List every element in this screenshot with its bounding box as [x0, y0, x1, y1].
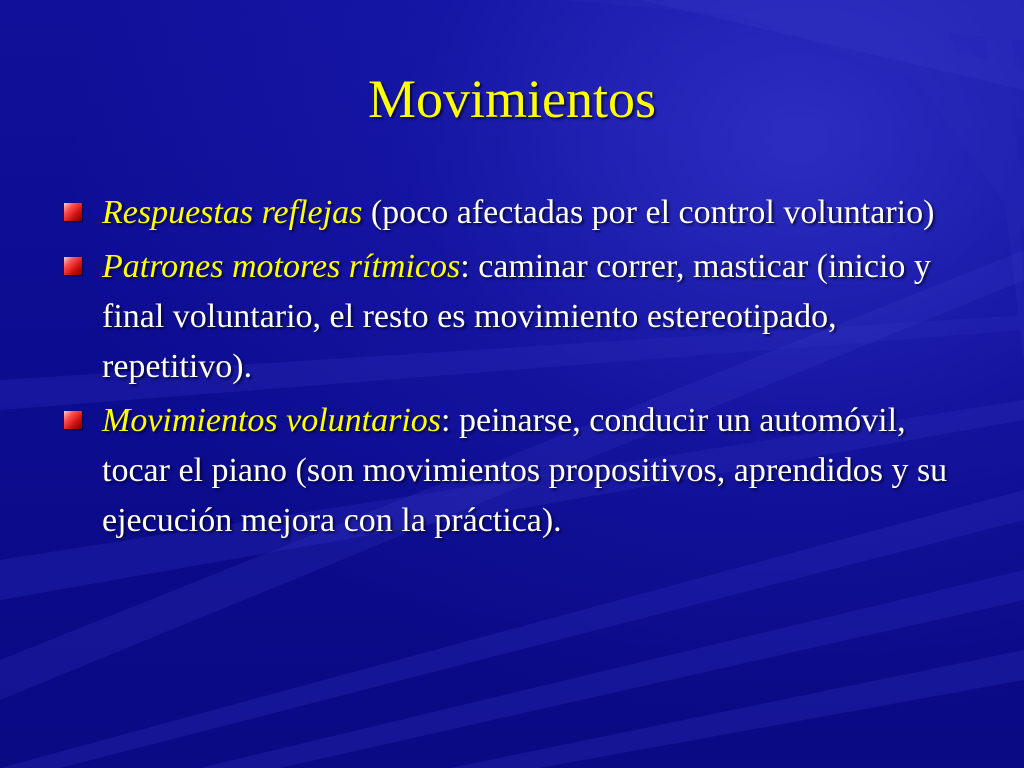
slide-title: Movimientos: [367, 69, 656, 129]
bullet-term: Movimientos voluntarios: [102, 402, 442, 439]
bullet-term: Respuestas reflejas: [102, 194, 363, 231]
bullet-item: [58, 396, 978, 546]
red-square-bullet-icon: [64, 257, 82, 275]
bullet-item: [58, 242, 978, 392]
bullet-term: Patrones motores rítmicos: [102, 248, 461, 285]
red-square-bullet-icon: [64, 411, 82, 429]
bullet-text: : peinarse, conducir un automóvil, tocar el piano (son movimientos propositivos, aprendidos y su ejecución mejora con la práctica).: [102, 402, 948, 539]
bullet-list: [58, 188, 978, 550]
bullet-text: (poco afectadas por el control voluntario): [362, 194, 935, 231]
bullet-item: [58, 188, 978, 238]
red-square-bullet-icon: [64, 203, 82, 221]
bullet-text: : caminar correr, masticar (inicio y final voluntario, el resto es movimiento estereotipado, repetitivo).: [102, 248, 931, 385]
